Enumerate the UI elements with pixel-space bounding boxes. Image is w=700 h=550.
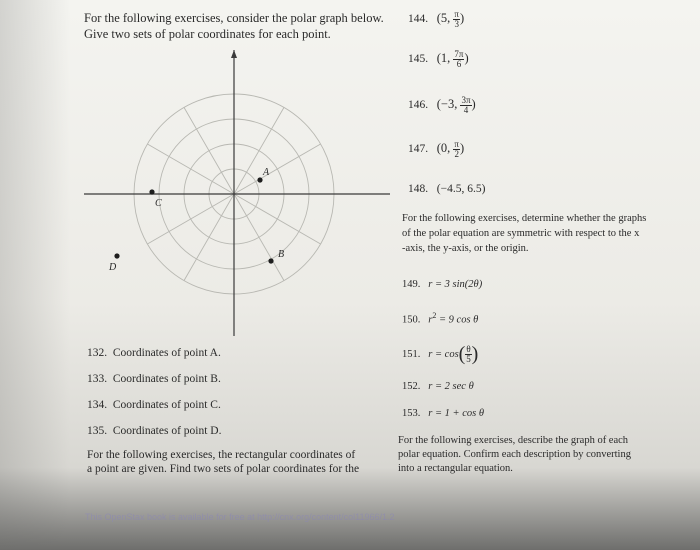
fraction-denominator: 4 xyxy=(463,105,469,115)
exercise-133 xyxy=(87,373,221,385)
angle-fraction xyxy=(460,96,471,115)
point-a xyxy=(257,177,262,182)
exercise-146 xyxy=(408,96,476,115)
describe-intro-line-1: For the following exercises, describe the graph of each xyxy=(398,435,629,446)
fraction-numerator: θ xyxy=(466,344,471,354)
point-b-label: B xyxy=(278,249,285,260)
exercise-number: 144. xyxy=(408,13,429,26)
point-open: (1, xyxy=(436,51,454,66)
exercise-number: 134. xyxy=(87,399,108,411)
point-close: ) xyxy=(464,51,469,66)
equation-exponent: 2 xyxy=(432,311,437,320)
grid-ray xyxy=(234,144,321,194)
symmetry-intro-line-3: -axis, the y-axis, or the origin. xyxy=(402,243,529,254)
exercise-135 xyxy=(87,425,221,437)
exercise-number: 147. xyxy=(408,143,429,156)
intro-line-1: For the following exercises, consider the polar graph below. xyxy=(84,11,384,25)
footer-attribution: This OpenStax book is available for free at http://cnx.org/content/col11966/1.2 xyxy=(85,512,395,522)
fraction-numerator: π xyxy=(454,9,459,19)
exercise-147 xyxy=(408,140,464,159)
polar-graph xyxy=(84,48,390,338)
exercise-number: 151. xyxy=(402,348,421,360)
fraction-denominator: 6 xyxy=(456,59,462,69)
exercise-number: 150. xyxy=(402,314,421,326)
point-close: ) xyxy=(459,141,465,156)
exercise-number: 145. xyxy=(408,53,429,66)
fraction-numerator: 7π xyxy=(454,49,464,59)
describe-intro-line-3: into a rectangular equation. xyxy=(398,463,513,474)
describe-intro-line-2: polar equation. Confirm each description by converting xyxy=(398,449,631,460)
exercise-148 xyxy=(408,183,485,195)
exercise-134 xyxy=(87,399,221,411)
point-d-group xyxy=(108,253,120,273)
symmetry-intro-line-1: For the following exercises, determine whether the graphs xyxy=(402,213,647,224)
rect-intro-line-1: For the following exercises, the rectangular coordinates of xyxy=(87,449,356,461)
point-close: ) xyxy=(459,11,465,26)
exercise-text: Coordinates of point A. xyxy=(112,347,221,359)
fraction-denominator: 5 xyxy=(466,354,471,364)
rect-intro-line-2: a point are given. Find two sets of polar coordinates for the xyxy=(87,463,360,475)
intro-line-2: Give two sets of polar coordinates for each point. xyxy=(84,27,331,41)
paren-close: ) xyxy=(471,343,479,365)
point-c xyxy=(149,189,154,194)
fraction-denominator: 2 xyxy=(454,149,459,159)
exercise-145 xyxy=(408,50,469,69)
point-close: ) xyxy=(471,97,476,112)
page-shadow xyxy=(0,0,70,550)
grid-ray xyxy=(184,194,234,281)
exercise-number: 148. xyxy=(408,183,429,195)
exercise-number: 152. xyxy=(402,381,421,392)
point-coordinates: (−4.5, 6.5) xyxy=(436,183,486,195)
exercise-text: Coordinates of point C. xyxy=(112,399,221,411)
point-d-label: D xyxy=(109,262,117,273)
grid-ray xyxy=(234,194,321,244)
exercise-text: Coordinates of point B. xyxy=(112,373,221,385)
exercise-149 xyxy=(402,279,482,290)
paren-open: ( xyxy=(458,343,466,365)
angle-fraction xyxy=(453,50,464,69)
equation: r = 3 sin(2θ) xyxy=(428,279,483,290)
exercise-number: 146. xyxy=(408,99,429,112)
fraction-denominator: 3 xyxy=(454,19,459,29)
point-c-group xyxy=(149,189,162,209)
grid-ray xyxy=(147,144,234,194)
exercise-number: 149. xyxy=(402,279,421,290)
fraction-numerator: 3π xyxy=(461,95,471,105)
equation-lhs: r = cos xyxy=(428,348,459,360)
point-c-label: C xyxy=(155,198,162,209)
point-a-label: A xyxy=(263,167,270,178)
exercise-number: 153. xyxy=(402,408,421,419)
exercise-132 xyxy=(87,347,221,359)
exercise-text: Coordinates of point D. xyxy=(112,425,222,437)
point-open: (−3, xyxy=(436,97,461,112)
grid-ray xyxy=(184,107,234,194)
point-open: (5, xyxy=(436,11,454,26)
grid-ray xyxy=(234,194,284,281)
point-d xyxy=(114,253,119,258)
point-a-group xyxy=(257,167,270,183)
exercise-144 xyxy=(408,10,464,29)
equation-lhs: r xyxy=(428,314,433,326)
exercise-151 xyxy=(402,343,478,366)
exercise-152 xyxy=(402,381,474,392)
exercise-number: 132. xyxy=(87,347,108,359)
exercise-150 xyxy=(402,311,478,326)
symmetry-intro-line-2: of the polar equation are symmetric with respect to the x xyxy=(402,228,640,239)
exercise-number: 135. xyxy=(87,425,108,437)
exercise-153 xyxy=(402,408,484,419)
equation: r = 2 sec θ xyxy=(428,381,474,392)
point-open: (0, xyxy=(436,141,454,156)
y-axis-arrow xyxy=(231,50,237,58)
polar-axes xyxy=(84,50,390,336)
point-b xyxy=(268,258,273,263)
fraction-numerator: π xyxy=(454,139,459,149)
equation: r = 1 + cos θ xyxy=(428,408,485,419)
exercise-number: 133. xyxy=(87,373,108,385)
equation-rhs: = 9 cos θ xyxy=(436,314,479,326)
